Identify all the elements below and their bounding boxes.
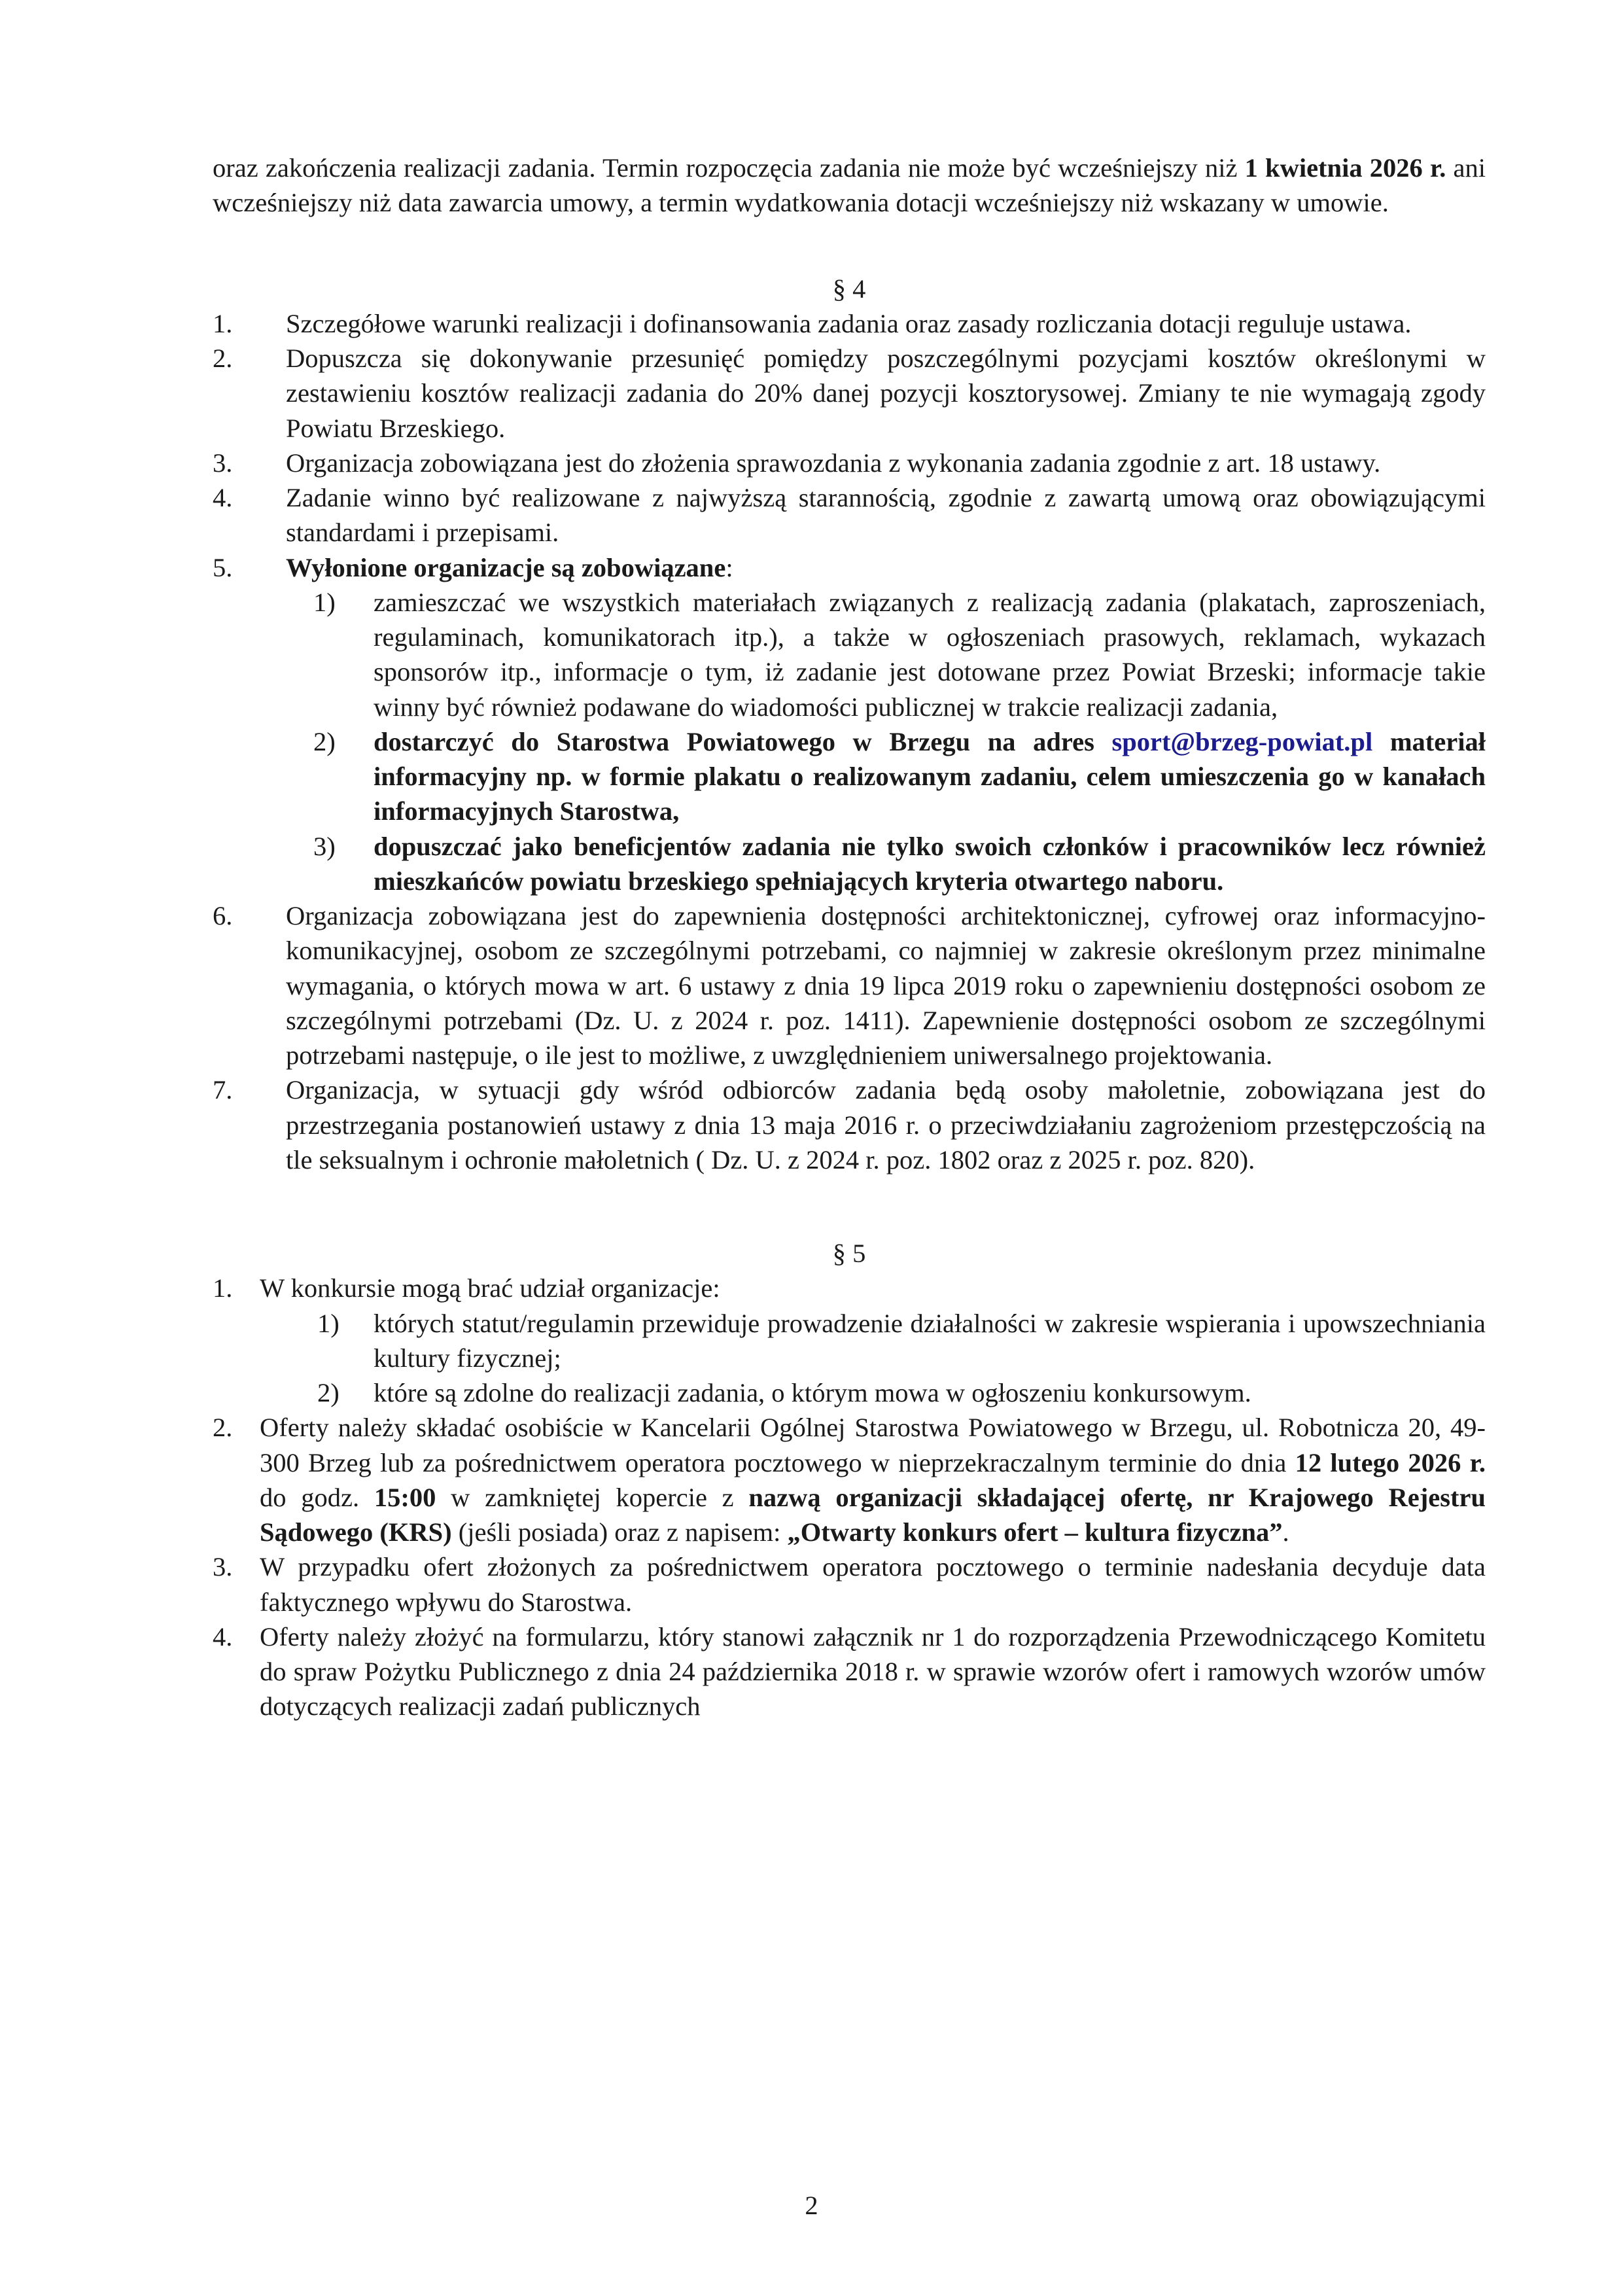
list-item-text: Zadanie winno być realizowane z najwyższą starannością, zgodnie z zawartą umową oraz obowiązującymi standardami i przepisami. [286, 483, 1486, 548]
list-item-text-p5: . [1282, 1517, 1289, 1547]
sub-list-item-text: dopuszczać jako beneficjentów zadania nie tylko swoich członków i pracowników lecz również mieszkańców powiatu brzeskiego spełniających kryteria otwartego naboru. [374, 831, 1486, 896]
list-item [213, 480, 1486, 550]
section-4-list [213, 306, 1486, 1177]
intro-date-bold: 1 kwietnia 2026 r. [1244, 153, 1446, 183]
intro-text-part1: oraz zakończenia realizacji zadania. Termin rozpoczęcia zadania nie może być wcześniejszy niż [213, 153, 1245, 183]
page-number: 2 [805, 2190, 818, 2220]
list-item-number: 1. [213, 308, 233, 338]
list-item-text: Organizacja, w sytuacji gdy wśród odbiorców zadania będą osoby małoletnie, zobowiązana jest do przestrzegania postanowień ustawy z dnia 13 maja 2016 r. o przeciwdziałaniu zagrożeniom przestępczością na tle seksualnym i ochronie małoletnich ( Dz. U. z 2024 r. poz. 1802 oraz z 2025 r. poz. 820). [286, 1075, 1486, 1174]
section-5-mark: § 5 [832, 1239, 866, 1268]
list-item-text: Dopuszcza się dokonywanie przesunięć pomiędzy poszczególnymi pozycjami kosztów określonymi w zestawieniu kosztów realizacji zadania do 20% danej pozycji kosztorysowej. Zmiany te nie wymagają zgody Powiatu Brzeskiego. [286, 344, 1486, 443]
list-item-text-p1: Oferty należy składać osobiście w Kancelarii Ogólnej Starostwa Powiatowego w Brzegu, ul. Robotnicza 20, 49-300 Brzeg lub za pośrednictwem operatora pocztowego w nieprzekraczalnym terminie do dnia [260, 1413, 1486, 1477]
list-item-number: 3. [213, 448, 233, 478]
list-item-text: Organizacja zobowiązana jest do zapewnienia dostępności architektonicznej, cyfrowej oraz informacyjno-komunikacyjnej, osobom ze szczególnymi potrzebami, co najmniej w zakresie określonym przez minimalne wymagania, o których mowa w art. 6 ustawy z dnia 19 lipca 2019 roku o zapewnieniu dostępności osobom ze szczególnymi potrzebami (Dz. U. z 2024 r. poz. 1411). Zapewnienie dostępności osobom ze szczególnymi potrzebami następuje, o ile jest to możliwe, z uwzględnieniem uniwersalnego projektowania. [286, 901, 1486, 1070]
list-item [213, 1271, 1486, 1410]
list-item [213, 898, 1486, 1072]
list-item-number: 5. [213, 552, 233, 582]
sub-item-bold-after: materiał informacyjny np. w formie plakatu o realizowanym zadaniu, celem umieszczenia go w kanałach informacyjnych Starostwa, [374, 726, 1486, 826]
sub-item-bold-before: dostarczyć do Starostwa Powiatowego w Brzegu na adres [374, 726, 1112, 756]
sub-list-item-number: 2) [317, 1378, 340, 1407]
envelope-caption-bold: „Otwarty konkurs ofert – kultura fizyczna” [787, 1517, 1283, 1547]
list-item [213, 306, 1486, 341]
list-item [213, 341, 1486, 446]
list-item-bold-heading: Wyłonione organizacje są zobowiązane [286, 552, 726, 582]
list-item [213, 1410, 1486, 1549]
sub-list-item-text: zamieszczać we wszystkich materiałach związanych z realizacją zadania (plakatach, zaproszeniach, regulaminach, komunikatorach itp.), a także w ogłoszeniach prasowych, reklamach, wykazach sponsorów itp., informacje o tym, iż zadanie jest dotowane przez Powiat Brzeski; informacje takie winny być również podawane do wiadomości publicznej w trakcie realizacji zadania, [374, 587, 1486, 722]
list-item-heading-tail: : [725, 552, 733, 582]
list-item-number: 7. [213, 1075, 233, 1105]
sub-list-item [317, 1375, 1486, 1410]
list-item-text: Oferty należy złożyć na formularzu, który stanowi załącznik nr 1 do rozporządzenia Przewodniczącego Komitetu do spraw Pożytku Publicznego z dnia 24 października 2018 r. w sprawie wzorów ofert i ramowych wzorów umów dotyczących realizacji zadań publicznych [260, 1621, 1486, 1722]
sub-list-item [313, 829, 1486, 899]
section-5-list [213, 1271, 1486, 1723]
deadline-date-bold: 12 lutego 2026 r. [1295, 1447, 1486, 1477]
list-item-number: 1. [213, 1273, 233, 1303]
sub-list-item [313, 585, 1486, 724]
list-item-text-p4: (jeśli posiada) oraz z napisem: [451, 1517, 788, 1547]
list-item-number: 4. [213, 1621, 233, 1651]
list-item-number: 4. [213, 483, 233, 512]
section-4-mark: § 4 [832, 274, 866, 304]
list-item-number: 3. [213, 1552, 233, 1582]
list-item-text: W konkursie mogą brać udział organizacje: [260, 1273, 720, 1303]
section-5-item-1-sublist [260, 1306, 1486, 1411]
sub-list-item-number: 1) [313, 587, 336, 617]
deadline-time-bold: 15:00 [374, 1482, 436, 1512]
list-item [213, 446, 1486, 480]
sub-list-item [313, 724, 1486, 829]
sub-list-item-text: których statut/regulamin przewiduje prowadzenie działalności w zakresie wspierania i upowszechniania kultury fizycznej; [374, 1308, 1486, 1373]
list-item [213, 1072, 1486, 1177]
list-item-text: Organizacja zobowiązana jest do złożenia sprawozdania z wykonania zadania zgodnie z art. 18 ustawy. [286, 448, 1381, 478]
sub-list-item-number: 1) [317, 1308, 340, 1338]
intro-paragraph [213, 150, 1486, 221]
list-item-text: W przypadku ofert złożonych za pośrednictwem operatora pocztowego o terminie nadesłania decyduje data faktycznego wpływu do Starostwa. [260, 1552, 1486, 1617]
sub-list-item [317, 1306, 1486, 1376]
section-4-item-5-sublist [286, 585, 1486, 898]
list-item-number: 6. [213, 901, 233, 930]
list-item-number: 2. [213, 344, 233, 373]
sub-list-item-text: które są zdolne do realizacji zadania, o którym mowa w ogłoszeniu konkursowym. [374, 1378, 1251, 1407]
email-link[interactable]: sport@brzeg-powiat.pl [1111, 726, 1373, 756]
list-item-text-p3: w zamkniętej kopercie z [436, 1482, 749, 1512]
sub-list-item-number: 3) [313, 831, 336, 861]
list-item-number: 2. [213, 1413, 233, 1443]
list-item [213, 1549, 1486, 1619]
sub-list-item-number: 2) [313, 726, 336, 756]
intro-text-part2: ani wcześniejszy niż data zawarcia umowy, a termin wydatkowania dotacji wcześniejszy niż wskazany w umowie. [213, 153, 1486, 218]
envelope-requirements-bold: nazwą organizacji składającej ofertę, nr Krajowego Rejestru Sądowego (KRS) [260, 1482, 1486, 1547]
list-item-text: Szczegółowe warunki realizacji i dofinansowania zadania oraz zasady rozliczania dotacji reguluje ustawa. [286, 308, 1412, 338]
list-item-text-p2: do godz. [260, 1482, 374, 1512]
list-item [213, 550, 1486, 899]
list-item [213, 1619, 1486, 1724]
